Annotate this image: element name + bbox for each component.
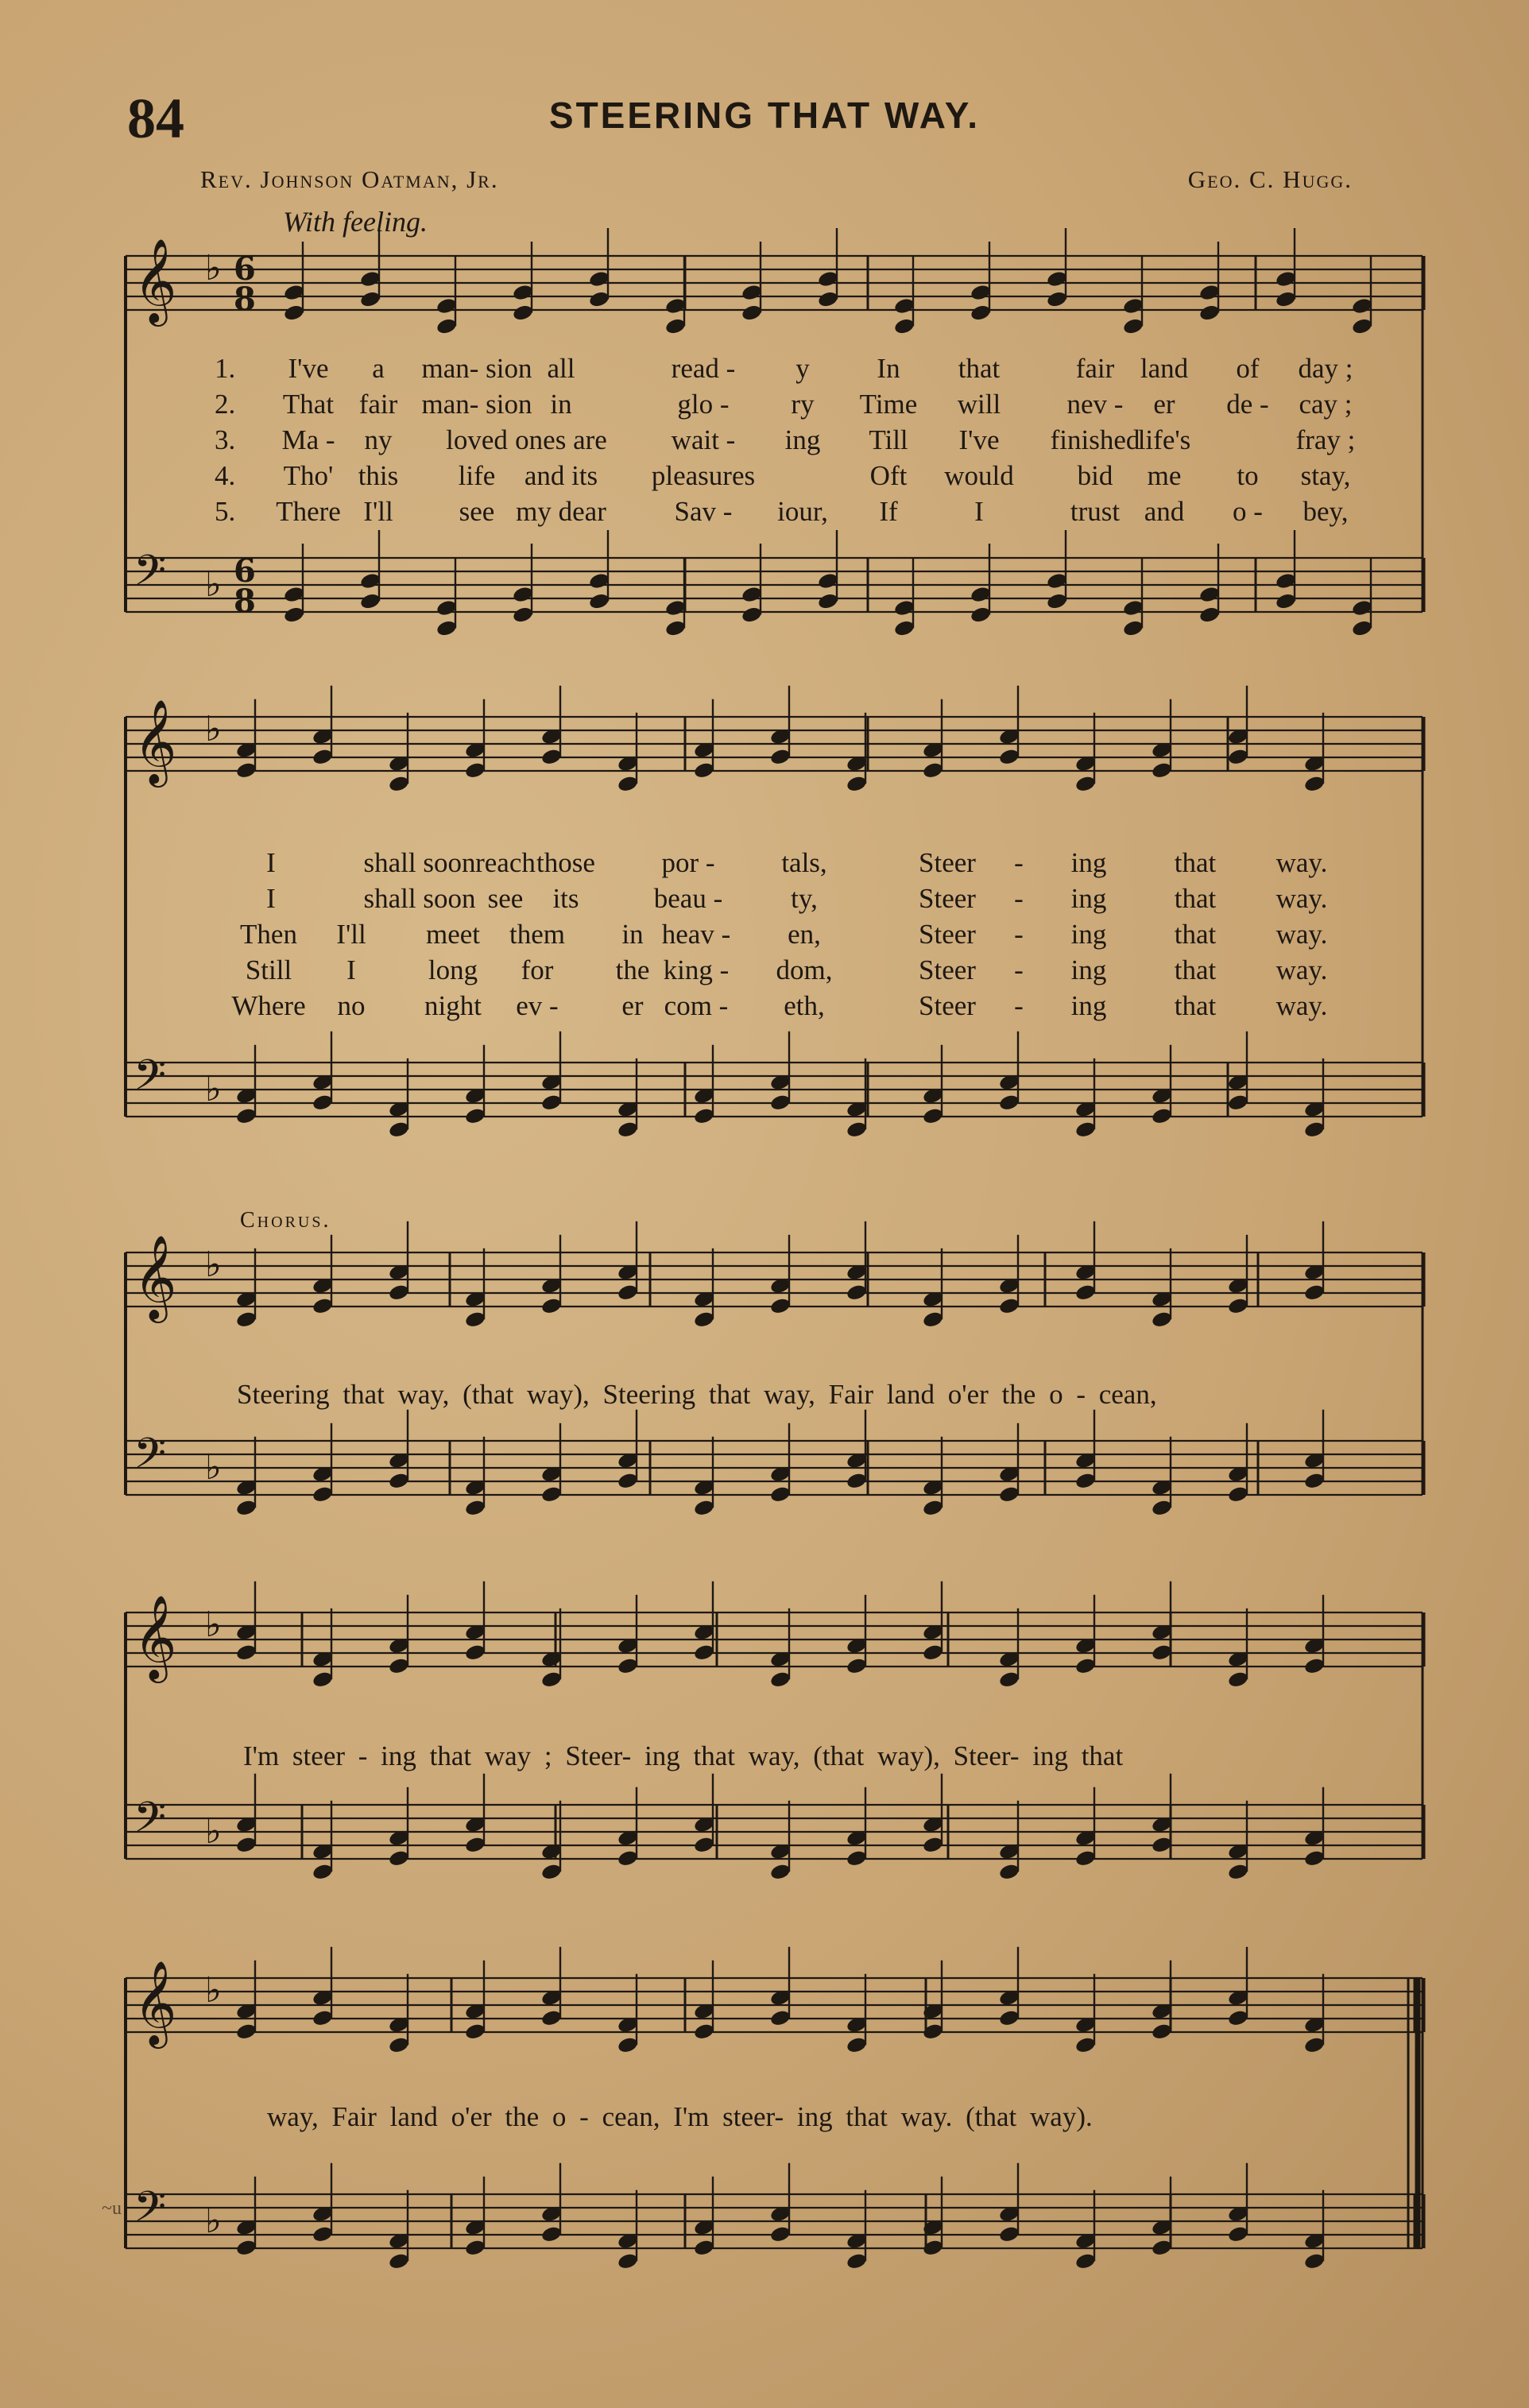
- bass-clef: 𝄢: [134, 1430, 167, 1489]
- lyric-syllable: Steer: [919, 990, 976, 1021]
- lyric-syllable: that: [1174, 919, 1217, 950]
- bass-clef: 𝄢: [134, 2183, 167, 2242]
- lyric-syllable: I'll: [363, 496, 393, 527]
- lyric-syllable: of: [1236, 353, 1260, 384]
- lyric-syllable: beau -: [653, 883, 723, 914]
- lyric-syllable: Steer: [919, 847, 976, 878]
- lyric-syllable: -: [1014, 990, 1024, 1021]
- lyric-syllable: -: [1014, 954, 1024, 985]
- treble-clef: 𝄞: [134, 699, 177, 784]
- lyric-syllable: In: [877, 353, 900, 384]
- lyric-syllable: way.: [1275, 954, 1328, 985]
- lyric-syllable: reach: [475, 847, 536, 878]
- lyric-syllable: way.: [1275, 883, 1328, 914]
- time-signature-top: 6: [234, 250, 256, 288]
- lyric-syllable: tals,: [781, 847, 827, 878]
- flat-sign: ♭: [205, 1447, 222, 1488]
- bass-clef: 𝄢: [134, 1794, 167, 1852]
- lyric-syllable: Steer: [919, 954, 976, 985]
- flat-sign: ♭: [205, 248, 222, 288]
- verse-line-part2-4: [0, 954, 1529, 989]
- lyric-syllable: way.: [1275, 990, 1328, 1021]
- lyric-syllable: see: [487, 883, 524, 914]
- lyric-syllable: ing: [1070, 990, 1107, 1021]
- lyric-syllable: er: [621, 990, 644, 1021]
- lyric-syllable: Then: [240, 919, 297, 950]
- lyric-syllable: night: [424, 990, 482, 1021]
- lyric-syllable: y: [795, 353, 810, 384]
- flat-sign: ♭: [205, 1245, 222, 1285]
- lyric-syllable: I: [346, 954, 356, 985]
- verse-number: 5.: [215, 496, 236, 527]
- verse-line-3: [0, 424, 1529, 459]
- lyric-syllable: Tho': [283, 460, 334, 491]
- chorus-line-1: Steering that way, (that way), Steering that way, Fair land o'er the o - cean,: [237, 1379, 1157, 1410]
- verse-number: 3.: [215, 424, 236, 455]
- lyric-syllable: Still: [245, 954, 292, 985]
- flat-sign: ♭: [205, 564, 222, 605]
- lyric-syllable: That: [282, 389, 335, 420]
- lyric-syllable: -: [1014, 883, 1024, 914]
- treble-clef: 𝄞: [134, 1234, 177, 1319]
- treble-clef: 𝄞: [134, 1960, 177, 2045]
- lyric-syllable: shall soon: [363, 847, 476, 878]
- chorus-label: Chorus.: [240, 1208, 331, 1233]
- lyric-syllable: that: [958, 353, 1001, 384]
- lyric-syllable: wait -: [671, 424, 736, 455]
- lyric-syllable: read -: [671, 353, 736, 384]
- lyric-syllable: I: [266, 847, 276, 878]
- lyric-syllable: There: [276, 496, 341, 527]
- lyric-syllable: stay,: [1300, 460, 1351, 491]
- lyric-syllable: in: [621, 919, 644, 950]
- lyric-syllable: no: [337, 990, 366, 1021]
- verse-line-part2-3: [0, 919, 1529, 954]
- lyric-syllable: to: [1237, 460, 1259, 491]
- lyric-syllable: I've: [958, 424, 1000, 455]
- lyric-syllable: ing: [784, 424, 821, 455]
- time-signature-bottom: 8: [234, 583, 256, 620]
- chorus-line-3: way, Fair land o'er the o - cean, I'm steer- ing that way. (that way).: [267, 2101, 1093, 2132]
- lyric-syllable: loved: [446, 424, 508, 455]
- lyric-syllable: I: [266, 883, 276, 914]
- lyric-syllable: them: [509, 919, 565, 950]
- hymn-title: STEERING THAT WAY.: [548, 95, 981, 136]
- composer-credit: Geo. C. Hugg.: [1187, 165, 1353, 193]
- lyric-syllable: glo -: [677, 389, 730, 420]
- lyric-syllable: heav -: [661, 919, 731, 950]
- flat-sign: ♭: [205, 2201, 222, 2241]
- lyric-syllable: see: [459, 496, 495, 527]
- bass-clef: 𝄢: [134, 1051, 167, 1110]
- lyric-syllable: ones are: [515, 424, 607, 455]
- lyric-syllable: and its: [524, 460, 598, 491]
- lyric-syllable: trust: [1070, 496, 1121, 527]
- lyric-syllable: that: [1174, 990, 1217, 1021]
- lyric-syllable: Steer: [919, 919, 976, 950]
- lyric-syllable: fair: [1075, 353, 1115, 384]
- lyric-syllable: cay ;: [1299, 389, 1353, 420]
- lyric-syllable: those: [536, 847, 595, 878]
- lyric-syllable: ty,: [791, 883, 818, 914]
- lyric-syllable: long: [428, 954, 478, 985]
- lyric-syllable: ev -: [516, 990, 559, 1021]
- lyric-syllable: all: [547, 353, 575, 384]
- lyric-syllable: eth,: [784, 990, 825, 1021]
- lyric-syllable: for: [521, 954, 554, 985]
- lyric-syllable: Sav -: [674, 496, 733, 527]
- flat-sign: ♭: [205, 1069, 222, 1109]
- lyric-syllable: iour,: [777, 496, 828, 527]
- time-signature-top: 6: [234, 552, 256, 590]
- lyric-syllable: ing: [1070, 954, 1107, 985]
- lyric-syllable: ry: [791, 389, 815, 420]
- flat-sign: ♭: [205, 1605, 222, 1645]
- verse-line-4: [0, 460, 1529, 495]
- footer-mark: ~u: [102, 2198, 122, 2219]
- lyric-syllable: life: [458, 460, 496, 491]
- lyric-syllable: life's: [1137, 424, 1191, 455]
- page-number: 84: [127, 87, 184, 150]
- lyric-syllable: ny: [364, 424, 393, 455]
- flat-sign: ♭: [205, 1811, 222, 1852]
- lyric-syllable: I: [974, 496, 984, 527]
- bass-clef: 𝄢: [134, 547, 167, 606]
- lyric-syllable: pleasures: [651, 460, 756, 491]
- tempo-marking: With feeling.: [283, 206, 428, 238]
- lyric-syllable: will: [957, 389, 1001, 420]
- lyric-syllable: and: [1144, 496, 1185, 527]
- lyric-syllable: Steer: [919, 883, 976, 914]
- lyric-syllable: way.: [1275, 847, 1328, 878]
- lyric-syllable: de -: [1226, 389, 1269, 420]
- lyric-syllable: en,: [788, 919, 821, 950]
- lyric-syllable: I'll: [336, 919, 366, 950]
- flat-sign: ♭: [205, 1970, 222, 2011]
- verse-line-1: [0, 353, 1529, 388]
- lyric-syllable: ing: [1070, 919, 1107, 950]
- lyric-syllable: dom,: [776, 954, 833, 985]
- lyric-syllable: man- sion: [421, 353, 532, 384]
- lyric-syllable: in: [550, 389, 572, 420]
- lyric-syllable: king -: [663, 954, 730, 985]
- lyric-syllable: Till: [869, 424, 908, 455]
- lyric-syllable: ing: [1070, 847, 1107, 878]
- lyric-syllable: fray ;: [1295, 424, 1356, 455]
- lyric-syllable: er: [1153, 389, 1175, 420]
- lyric-syllable: my dear: [516, 496, 606, 527]
- lyric-syllable: man- sion: [421, 389, 532, 420]
- lyric-syllable: day ;: [1298, 353, 1353, 384]
- lyric-syllable: would: [944, 460, 1014, 491]
- chorus-line-2: I'm steer - ing that way ; Steer- ing that way, (that way), Steer- ing that: [243, 1740, 1124, 1771]
- lyric-syllable: nev -: [1066, 389, 1124, 420]
- lyric-syllable: I've: [288, 353, 329, 384]
- lyric-syllable: finished: [1050, 424, 1140, 455]
- lyric-syllable: ing: [1070, 883, 1107, 914]
- lyric-syllable: fair: [358, 389, 398, 420]
- lyric-syllable: -: [1014, 919, 1024, 950]
- lyricist-credit: Rev. Johnson Oatman, Jr.: [200, 165, 499, 193]
- lyric-syllable: a: [372, 353, 385, 384]
- lyric-syllable: land: [1140, 353, 1189, 384]
- verse-number: 1.: [215, 353, 236, 384]
- lyric-syllable: Where: [231, 990, 306, 1021]
- lyric-syllable: o -: [1233, 496, 1263, 527]
- lyric-syllable: bid: [1077, 460, 1113, 491]
- treble-clef: 𝄞: [134, 238, 177, 323]
- lyric-syllable: this: [358, 460, 399, 491]
- lyric-syllable: the: [615, 954, 650, 985]
- lyric-syllable: Time: [859, 389, 918, 420]
- lyric-syllable: com -: [664, 990, 729, 1021]
- lyric-syllable: Oft: [869, 460, 908, 491]
- treble-clef: 𝄞: [134, 1594, 177, 1679]
- lyric-syllable: por -: [661, 847, 715, 878]
- lyric-syllable: that: [1174, 847, 1217, 878]
- verse-line-part2-1: [0, 847, 1529, 882]
- time-signature-bottom: 8: [234, 281, 256, 318]
- lyric-syllable: -: [1014, 847, 1024, 878]
- lyric-syllable: bey,: [1303, 496, 1349, 527]
- verse-line-2: [0, 389, 1529, 424]
- lyric-syllable: Ma -: [281, 424, 335, 455]
- verse-number: 4.: [215, 460, 236, 491]
- lyric-syllable: shall soon: [363, 883, 476, 914]
- verse-line-part2-5: [0, 990, 1529, 1025]
- verse-line-5: [0, 496, 1529, 531]
- verse-number: 2.: [215, 389, 236, 420]
- lyric-syllable: me: [1147, 460, 1182, 491]
- verse-line-part2-2: [0, 883, 1529, 918]
- lyric-syllable: meet: [425, 919, 481, 950]
- lyric-syllable: that: [1174, 954, 1217, 985]
- lyric-syllable: way.: [1275, 919, 1328, 950]
- lyric-syllable: its: [552, 883, 579, 914]
- flat-sign: ♭: [205, 709, 222, 749]
- lyric-syllable: If: [879, 496, 898, 527]
- lyric-syllable: that: [1174, 883, 1217, 914]
